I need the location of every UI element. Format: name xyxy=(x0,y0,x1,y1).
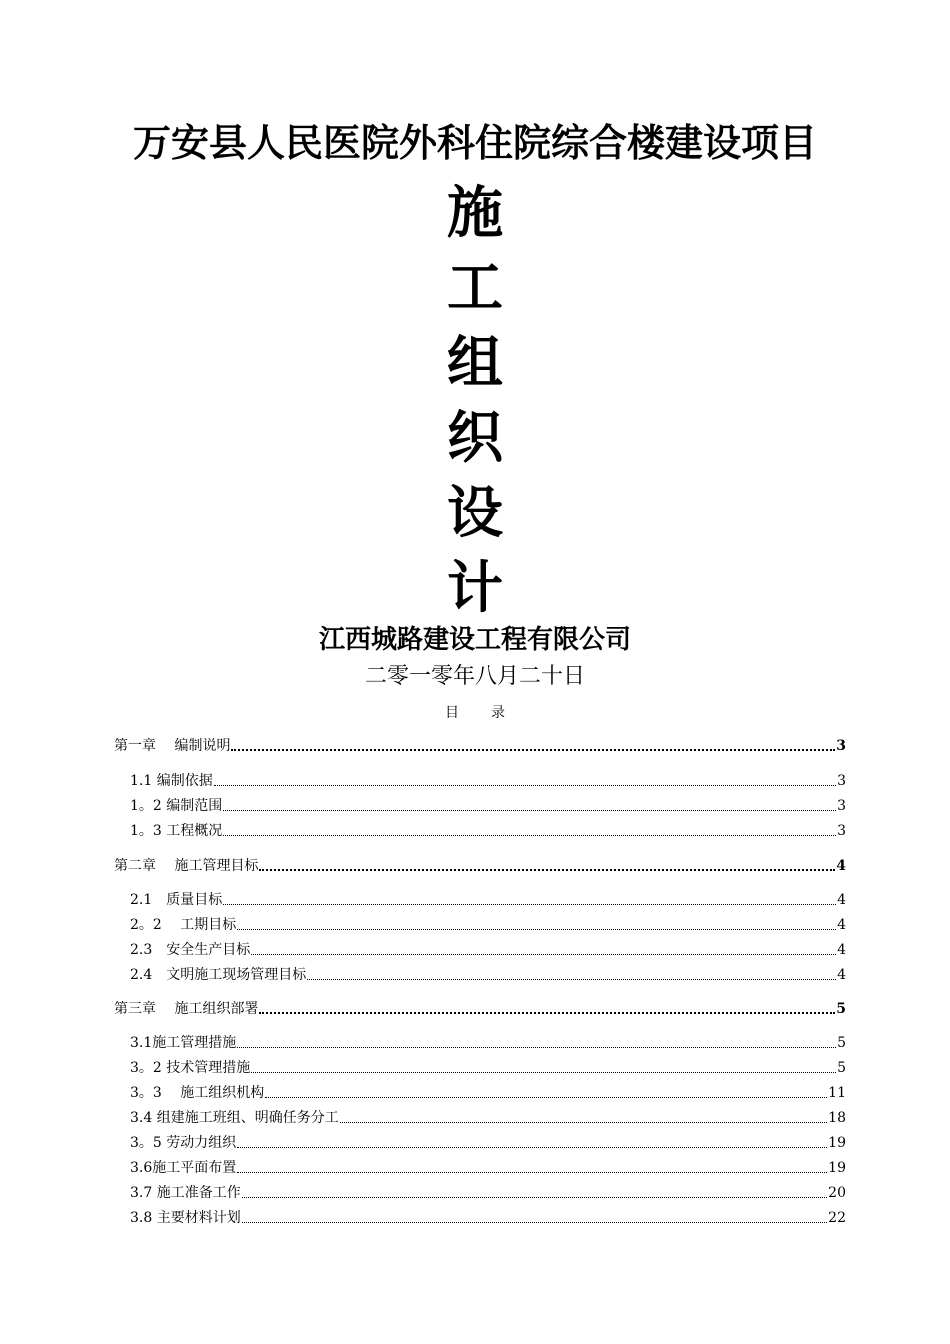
toc-section-entry[interactable] xyxy=(130,1133,846,1153)
document-title-char: 织 xyxy=(447,405,503,471)
toc-section-entry[interactable] xyxy=(130,1033,846,1053)
toc-section-entry[interactable] xyxy=(130,940,846,960)
toc-section-entry[interactable] xyxy=(130,1183,846,1203)
toc-entry-label: 第二章 施工管理目标 xyxy=(114,858,259,874)
toc-entry-page: 4 xyxy=(837,942,846,958)
toc-entry-page: 19 xyxy=(828,1135,846,1151)
toc-entry-page: 3 xyxy=(837,773,846,789)
toc-dot-leader xyxy=(242,1222,827,1223)
toc-section-entry[interactable] xyxy=(130,915,846,935)
toc-heading xyxy=(0,702,950,724)
toc-entry-label: 2。2 工期目标 xyxy=(130,917,237,933)
document-title-char: 设 xyxy=(447,480,503,546)
toc-dot-leader xyxy=(231,749,835,751)
toc-heading-char: 录 xyxy=(491,705,505,721)
toc-entry-label: 3.6施工平面布置 xyxy=(130,1160,237,1176)
toc-entry-label: 第三章 施工组织部署 xyxy=(114,1001,259,1017)
document-title xyxy=(0,176,950,626)
toc-section-entry[interactable] xyxy=(130,796,846,816)
toc-chapter-entry[interactable] xyxy=(114,999,846,1019)
document-title-char: 组 xyxy=(447,330,503,396)
toc-dot-leader xyxy=(237,1172,827,1173)
toc-entry-label: 3.7 施工准备工作 xyxy=(130,1185,241,1201)
company-name: 江西城路建设工程有限公司 xyxy=(318,625,631,655)
toc-entry-page: 22 xyxy=(828,1210,846,1226)
toc-dot-leader xyxy=(251,954,836,955)
toc-entry-page: 5 xyxy=(837,1060,846,1076)
document-date: 二零一零年八月二十日 xyxy=(364,664,585,689)
toc-dot-leader xyxy=(237,929,836,930)
toc-entry-label: 3。5 劳动力组织 xyxy=(130,1135,237,1151)
toc-entry-page: 19 xyxy=(828,1160,846,1176)
toc-dot-leader xyxy=(223,904,836,905)
toc-dot-leader xyxy=(259,1012,835,1014)
toc-section-entry[interactable] xyxy=(130,1208,846,1228)
toc-section-entry[interactable] xyxy=(130,1058,846,1078)
toc-entry-label: 2.1 质量目标 xyxy=(130,892,223,908)
toc-section-entry[interactable] xyxy=(130,821,846,841)
toc-entry-page: 5 xyxy=(836,1001,846,1017)
toc-dot-leader xyxy=(265,1097,827,1098)
toc-section-entry[interactable] xyxy=(130,1083,846,1103)
toc-section-entry[interactable] xyxy=(130,1108,846,1128)
toc-entry-page: 3 xyxy=(836,738,846,754)
toc-entry-label: 3.4 组建施工班组、明确任务分工 xyxy=(130,1110,339,1126)
toc-dot-leader xyxy=(223,810,836,811)
toc-entry-page: 4 xyxy=(837,967,846,983)
toc-entry-page: 20 xyxy=(828,1185,846,1201)
toc-dot-leader xyxy=(237,1047,836,1048)
toc-entry-label: 3。3 施工组织机构 xyxy=(130,1085,265,1101)
document-title-char: 工 xyxy=(447,255,503,321)
toc-chapter-entry[interactable] xyxy=(114,736,846,756)
toc-dot-leader xyxy=(340,1122,827,1123)
toc-section-entry[interactable] xyxy=(130,771,846,791)
toc-entry-page: 3 xyxy=(837,798,846,814)
toc-entry-page: 11 xyxy=(828,1085,846,1101)
toc-entry-label: 2.4 文明施工现场管理目标 xyxy=(130,967,307,983)
toc-dot-leader xyxy=(223,835,836,836)
toc-entry-label: 3.8 主要材料计划 xyxy=(130,1210,241,1226)
toc-dot-leader xyxy=(307,979,836,980)
toc-section-entry[interactable] xyxy=(130,890,846,910)
toc-entry-page: 4 xyxy=(836,858,846,874)
toc-section-entry[interactable] xyxy=(130,1158,846,1178)
toc-dot-leader xyxy=(259,869,835,871)
toc-entry-label: 1。2 编制范围 xyxy=(130,798,223,814)
toc-dot-leader xyxy=(214,785,836,786)
toc-entry-label: 3。2 技术管理措施 xyxy=(130,1060,251,1076)
toc-dot-leader xyxy=(251,1072,836,1073)
document-title-char: 计 xyxy=(447,555,503,621)
toc-entry-page: 18 xyxy=(828,1110,846,1126)
toc-entry-label: 1.1 编制依据 xyxy=(130,773,213,789)
toc-entry-page: 5 xyxy=(837,1035,846,1051)
toc-entry-label: 2.3 安全生产目标 xyxy=(130,942,251,958)
toc-entry-page: 4 xyxy=(837,917,846,933)
toc-entry-label: 第一章 编制说明 xyxy=(114,738,231,754)
toc-section-entry[interactable] xyxy=(130,965,846,985)
toc-entry-label: 1。3 工程概况 xyxy=(130,823,223,839)
toc-dot-leader xyxy=(242,1197,827,1198)
toc-heading-char: 目 xyxy=(445,705,459,721)
toc-dot-leader xyxy=(237,1147,827,1148)
toc-chapter-entry[interactable] xyxy=(114,856,846,876)
document-title-char: 施 xyxy=(447,180,503,246)
toc-entry-page: 4 xyxy=(837,892,846,908)
toc-entry-page: 3 xyxy=(837,823,846,839)
toc-entry-label: 3.1施工管理措施 xyxy=(130,1035,237,1051)
project-title: 万安县人民医院外科住院综合楼建设项目 xyxy=(132,120,817,165)
